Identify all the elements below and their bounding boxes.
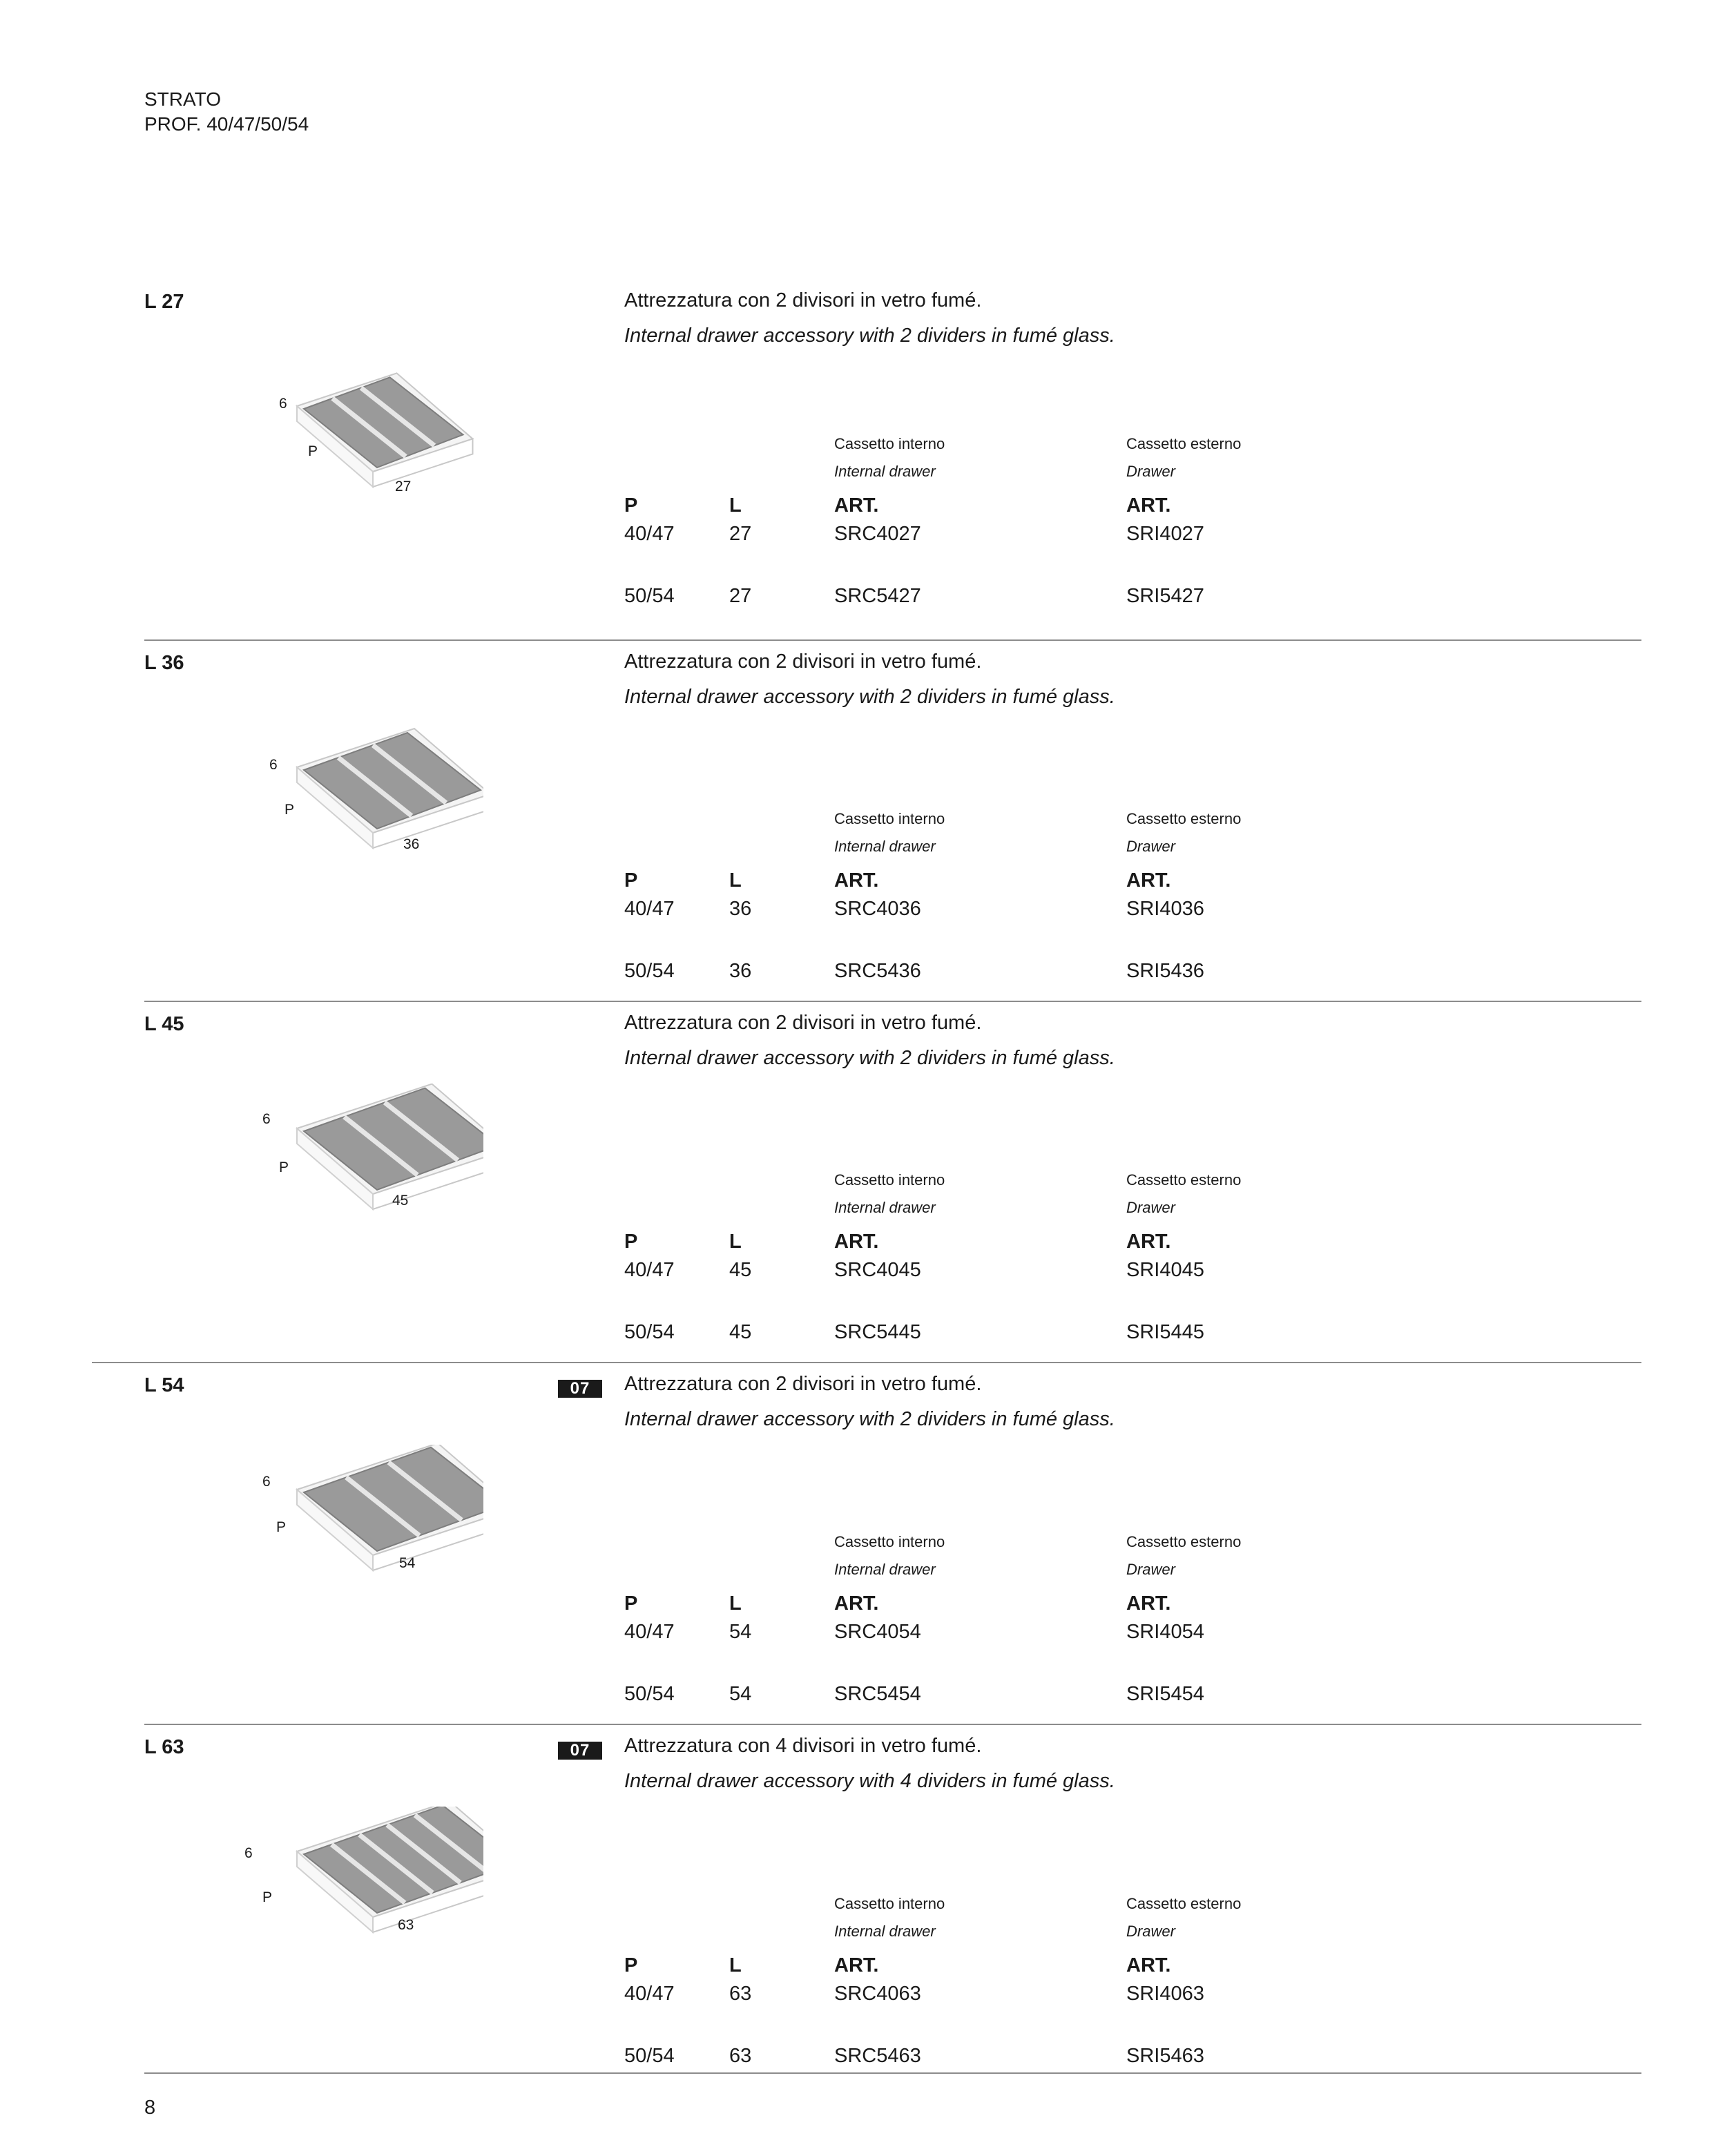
column-header-depth: P	[624, 494, 638, 517]
column-header-width: L	[729, 1231, 742, 1253]
external-drawer-heading: Cassetto esterno	[1126, 1171, 1242, 1188]
section-width-label: L 63	[144, 1736, 184, 1758]
cell-article-internal: SRC5454	[834, 1683, 921, 1705]
column-header-width: L	[729, 1592, 742, 1615]
cell-depth: 40/47	[624, 1983, 675, 2005]
description-italian: Attrezzatura con 2 divisori in vetro fumé.	[624, 1373, 982, 1395]
cell-depth: 50/54	[624, 1683, 675, 1705]
cell-article-internal: SRC5445	[834, 1321, 921, 1343]
product-section	[0, 1362, 1725, 1724]
column-header-art-internal: ART.	[834, 1592, 879, 1615]
column-header-depth: P	[624, 1231, 638, 1253]
column-header-art-external: ART.	[1126, 1231, 1171, 1253]
drawer-figure	[235, 1807, 483, 1965]
cell-article-external: SRI5454	[1126, 1683, 1204, 1705]
product-section	[0, 639, 1725, 1001]
description-italian: Attrezzatura con 2 divisori in vetro fumé.	[624, 651, 982, 673]
section-width-label: L 45	[144, 1013, 184, 1035]
product-section	[0, 278, 1725, 640]
drawer-figure	[235, 361, 483, 520]
dimension-height-label: 6	[279, 396, 287, 412]
column-header-width: L	[729, 1954, 742, 1976]
product-section	[0, 1724, 1725, 2086]
code-badge: 07	[558, 1380, 602, 1398]
drawer-figure	[235, 722, 483, 881]
section-divider	[144, 639, 1641, 641]
external-drawer-heading-en: Drawer	[1126, 838, 1175, 855]
cell-depth: 50/54	[624, 2045, 675, 2067]
cell-width: 45	[729, 1321, 752, 1343]
internal-drawer-heading: Cassetto interno	[834, 810, 945, 827]
cell-article-external: SRI4036	[1126, 898, 1204, 920]
cell-article-internal: SRC4045	[834, 1259, 921, 1281]
cell-depth: 50/54	[624, 585, 675, 607]
cell-width: 63	[729, 2045, 752, 2067]
column-header-width: L	[729, 494, 742, 517]
section-divider	[144, 1001, 1641, 1002]
description-english: Internal drawer accessory with 2 dividers in fumé glass.	[624, 686, 1115, 708]
cell-width: 54	[729, 1621, 752, 1643]
column-header-depth: P	[624, 869, 638, 892]
internal-drawer-heading-en: Internal drawer	[834, 1561, 936, 1578]
document-header	[144, 87, 309, 137]
external-drawer-heading-en: Drawer	[1126, 1923, 1175, 1940]
product-section	[0, 1001, 1725, 1363]
column-header-art-external: ART.	[1126, 869, 1171, 892]
dimension-height-label: 6	[269, 757, 278, 773]
dimension-depth-label: P	[262, 1889, 273, 1905]
dimension-width-label: 63	[398, 1917, 414, 1933]
dimension-depth-label: P	[276, 1519, 287, 1535]
description-italian: Attrezzatura con 4 divisori in vetro fumé.	[624, 1735, 982, 1757]
section-width-label: L 54	[144, 1374, 184, 1396]
cell-article-external: SRI5463	[1126, 2045, 1204, 2067]
drawer-illustration	[235, 1445, 483, 1604]
product-depths: PROF. 40/47/50/54	[144, 113, 309, 135]
cell-article-external: SRI4063	[1126, 1983, 1204, 2005]
dimension-width-label: 54	[399, 1555, 416, 1571]
description-italian: Attrezzatura con 2 divisori in vetro fumé.	[624, 1012, 982, 1034]
external-drawer-heading: Cassetto esterno	[1126, 435, 1242, 452]
code-badge: 07	[558, 1742, 602, 1760]
drawer-illustration	[235, 1807, 483, 1965]
dimension-height-label: 6	[262, 1111, 271, 1127]
cell-article-external: SRI4054	[1126, 1621, 1204, 1643]
cell-article-internal: SRC4036	[834, 898, 921, 920]
drawer-figure	[235, 1445, 483, 1604]
section-divider	[144, 1724, 1641, 1725]
external-drawer-heading-en: Drawer	[1126, 1561, 1175, 1578]
cell-depth: 40/47	[624, 898, 675, 920]
section-width-label: L 27	[144, 291, 184, 313]
internal-drawer-heading: Cassetto interno	[834, 1171, 945, 1188]
cell-depth: 50/54	[624, 960, 675, 982]
cell-article-external: SRI4027	[1126, 523, 1204, 545]
internal-drawer-heading-en: Internal drawer	[834, 1199, 936, 1216]
external-drawer-heading: Cassetto esterno	[1126, 1533, 1242, 1550]
dimension-depth-label: P	[308, 443, 318, 459]
drawer-illustration	[235, 1084, 483, 1242]
external-drawer-heading: Cassetto esterno	[1126, 810, 1242, 827]
section-divider	[92, 1362, 1641, 1363]
drawer-figure	[235, 1084, 483, 1242]
cell-article-internal: SRC4063	[834, 1983, 921, 2005]
cell-article-external: SRI5427	[1126, 585, 1204, 607]
cell-width: 54	[729, 1683, 752, 1705]
dimension-width-label: 36	[403, 836, 420, 852]
cell-width: 45	[729, 1259, 752, 1281]
drawer-illustration	[235, 361, 483, 520]
product-name: STRATO	[144, 88, 221, 110]
internal-drawer-heading: Cassetto interno	[834, 1533, 945, 1550]
section-width-label: L 36	[144, 652, 184, 674]
internal-drawer-heading: Cassetto interno	[834, 435, 945, 452]
column-header-art-internal: ART.	[834, 1231, 879, 1253]
cell-article-internal: SRC5463	[834, 2045, 921, 2067]
column-header-art-external: ART.	[1126, 1592, 1171, 1615]
cell-depth: 50/54	[624, 1321, 675, 1343]
external-drawer-heading: Cassetto esterno	[1126, 1895, 1242, 1912]
page-number: 8	[144, 2097, 156, 2119]
description-english: Internal drawer accessory with 4 dividers in fumé glass.	[624, 1770, 1115, 1792]
external-drawer-heading-en: Drawer	[1126, 463, 1175, 480]
cell-article-internal: SRC4054	[834, 1621, 921, 1643]
column-header-width: L	[729, 869, 742, 892]
dimension-depth-label: P	[285, 802, 295, 818]
column-header-art-internal: ART.	[834, 869, 879, 892]
cell-article-internal: SRC5427	[834, 585, 921, 607]
internal-drawer-heading: Cassetto interno	[834, 1895, 945, 1912]
external-drawer-heading-en: Drawer	[1126, 1199, 1175, 1216]
cell-depth: 40/47	[624, 1621, 675, 1643]
cell-width: 27	[729, 585, 752, 607]
dimension-height-label: 6	[262, 1474, 271, 1490]
dimension-width-label: 27	[395, 479, 412, 494]
internal-drawer-heading-en: Internal drawer	[834, 463, 936, 480]
dimension-depth-label: P	[279, 1159, 289, 1175]
internal-drawer-heading-en: Internal drawer	[834, 838, 936, 855]
dimension-height-label: 6	[244, 1845, 253, 1861]
cell-article-external: SRI5436	[1126, 960, 1204, 982]
column-header-depth: P	[624, 1954, 638, 1976]
cell-width: 36	[729, 960, 752, 982]
column-header-art-internal: ART.	[834, 1954, 879, 1976]
bottom-divider	[144, 2072, 1641, 2074]
column-header-art-internal: ART.	[834, 494, 879, 517]
description-english: Internal drawer accessory with 2 dividers in fumé glass.	[624, 1408, 1115, 1430]
cell-article-external: SRI5445	[1126, 1321, 1204, 1343]
cell-width: 63	[729, 1983, 752, 2005]
column-header-art-external: ART.	[1126, 1954, 1171, 1976]
cell-article-internal: SRC4027	[834, 523, 921, 545]
dimension-width-label: 45	[392, 1193, 409, 1209]
cell-width: 27	[729, 523, 752, 545]
column-header-depth: P	[624, 1592, 638, 1615]
cell-depth: 40/47	[624, 523, 675, 545]
description-english: Internal drawer accessory with 2 dividers in fumé glass.	[624, 325, 1115, 347]
column-header-art-external: ART.	[1126, 494, 1171, 517]
drawer-illustration	[235, 722, 483, 881]
cell-width: 36	[729, 898, 752, 920]
description-english: Internal drawer accessory with 2 dividers in fumé glass.	[624, 1047, 1115, 1069]
internal-drawer-heading-en: Internal drawer	[834, 1923, 936, 1940]
cell-depth: 40/47	[624, 1259, 675, 1281]
description-italian: Attrezzatura con 2 divisori in vetro fumé.	[624, 289, 982, 311]
cell-article-external: SRI4045	[1126, 1259, 1204, 1281]
cell-article-internal: SRC5436	[834, 960, 921, 982]
